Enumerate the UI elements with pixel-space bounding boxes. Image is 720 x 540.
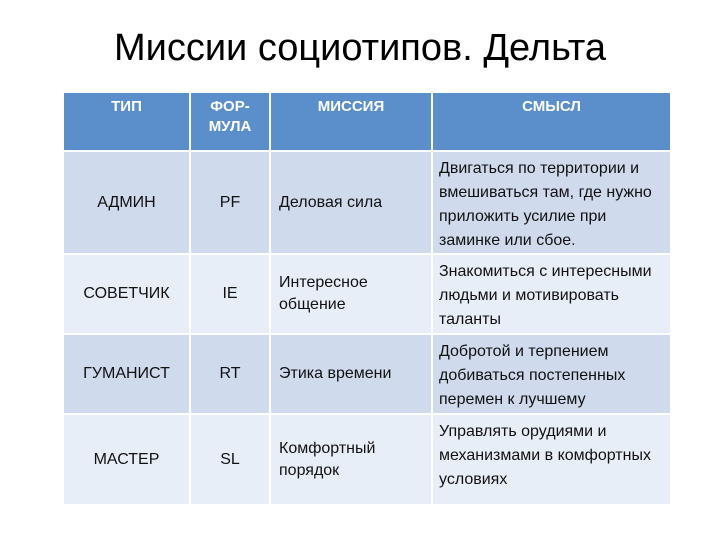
header-mission: МИССИЯ: [270, 93, 432, 151]
cell-formula: SL: [190, 414, 270, 504]
header-formula-line2: МУЛА: [208, 118, 252, 135]
header-type: ТИП: [64, 93, 190, 151]
cell-type: АДМИН: [64, 151, 190, 254]
table-header-row: [64, 93, 670, 151]
header-formula-line1: ФОР-: [210, 98, 250, 115]
cell-type: МАСТЕР: [64, 414, 190, 504]
cell-mission: Этика времени: [270, 334, 432, 414]
cell-type: ГУМАНИСТ: [64, 334, 190, 414]
cell-mission: Деловая сила: [270, 151, 432, 254]
cell-sense: Знакомиться с интересными людьми и мотивировать таланты: [439, 263, 652, 328]
table-row: [64, 414, 670, 504]
cell-formula: PF: [190, 151, 270, 254]
header-sense: СМЫСЛ: [522, 98, 581, 115]
cell-mission: Интересное общение: [270, 254, 432, 334]
cell-sense: Управлять орудиями и механизмами в комфортных условиях: [439, 423, 651, 488]
cell-formula: IE: [190, 254, 270, 334]
cell-sense: Добротой и терпением добиваться постепенных перемен к лучшему: [439, 343, 626, 408]
table-row: [64, 151, 670, 254]
page-title: Миссии социотипов. Дельта: [113, 27, 607, 69]
cell-formula: RT: [190, 334, 270, 414]
cell-type: СОВЕТЧИК: [64, 254, 190, 334]
socionics-missions-table: [64, 93, 670, 504]
header-formula: [190, 93, 270, 151]
table-row: [64, 254, 670, 334]
cell-sense: Двигаться по территории и вмешиваться там, где нужно приложить усилие при заминке или сбое.: [439, 160, 652, 249]
table-row: [64, 334, 670, 414]
cell-mission: Комфортный порядок: [270, 414, 432, 504]
